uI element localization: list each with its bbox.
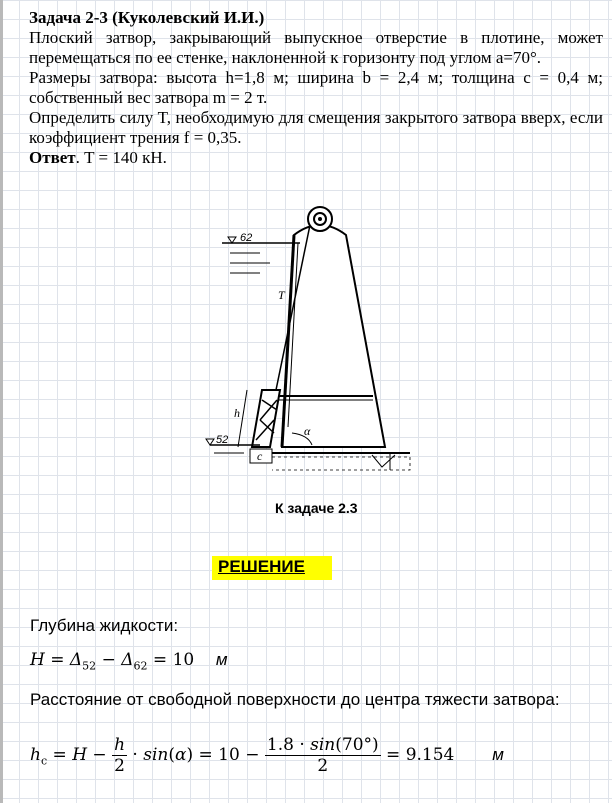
depth-label: Глубина жидкости: xyxy=(30,616,179,635)
problem-statement xyxy=(29,8,603,168)
answer-value: . T = 140 кН. xyxy=(75,148,167,167)
problem-line-1: Плоский затвор, закрывающий выпускное отверстие в плотине, может перемещаться по ее стенке, наклоненной к горизонту под углом а=70°. xyxy=(29,28,603,67)
level-label-upper: 62 xyxy=(240,232,253,244)
solution-heading: РЕШЕНИЕ xyxy=(218,557,305,576)
level-marker-upper xyxy=(228,237,236,243)
label-T: T xyxy=(278,288,285,302)
page-edge xyxy=(0,0,3,803)
dam-gate-figure xyxy=(200,195,420,525)
label-c: c xyxy=(257,449,263,463)
level-label-lower: 52 xyxy=(216,434,229,446)
distance-label: Расстояние от свободной поверхности до центра тяжести затвора: xyxy=(30,690,560,709)
answer-line xyxy=(29,148,603,168)
figure-caption: К задаче 2.3 xyxy=(275,500,358,516)
distance-formula: $h_c = H$ − $\frac{h}{2}$ · sin(α) = 10 − $\frac{1.8 \cdot \sin(70^\circ)}{2}$ = 9.154 м xyxy=(30,735,504,776)
problem-title: Задача 2-3 (Куколевский И.И.) xyxy=(29,8,265,27)
problem-line-3: Определить силу T, необходимую для смещения закрытого затвора вверх, если коэффициент трения f = 0,35. xyxy=(29,108,603,147)
distance-unit: м xyxy=(492,745,504,764)
depth-unit: м xyxy=(215,650,228,669)
problem-line-2: Размеры затвора: высота h=1,8 м; ширина b = 2,4 м; толщина с = 0,4 м; собственный вес затвора m = 2 т. xyxy=(29,68,603,107)
answer-label: Ответ xyxy=(29,148,76,167)
level-marker-lower xyxy=(206,439,214,445)
depth-formula: $H = \Delta_{52} - \Delta_{62} = 10$ м xyxy=(30,650,228,673)
gate xyxy=(252,390,280,447)
label-h: h xyxy=(234,406,240,420)
label-alpha: α xyxy=(304,424,311,438)
